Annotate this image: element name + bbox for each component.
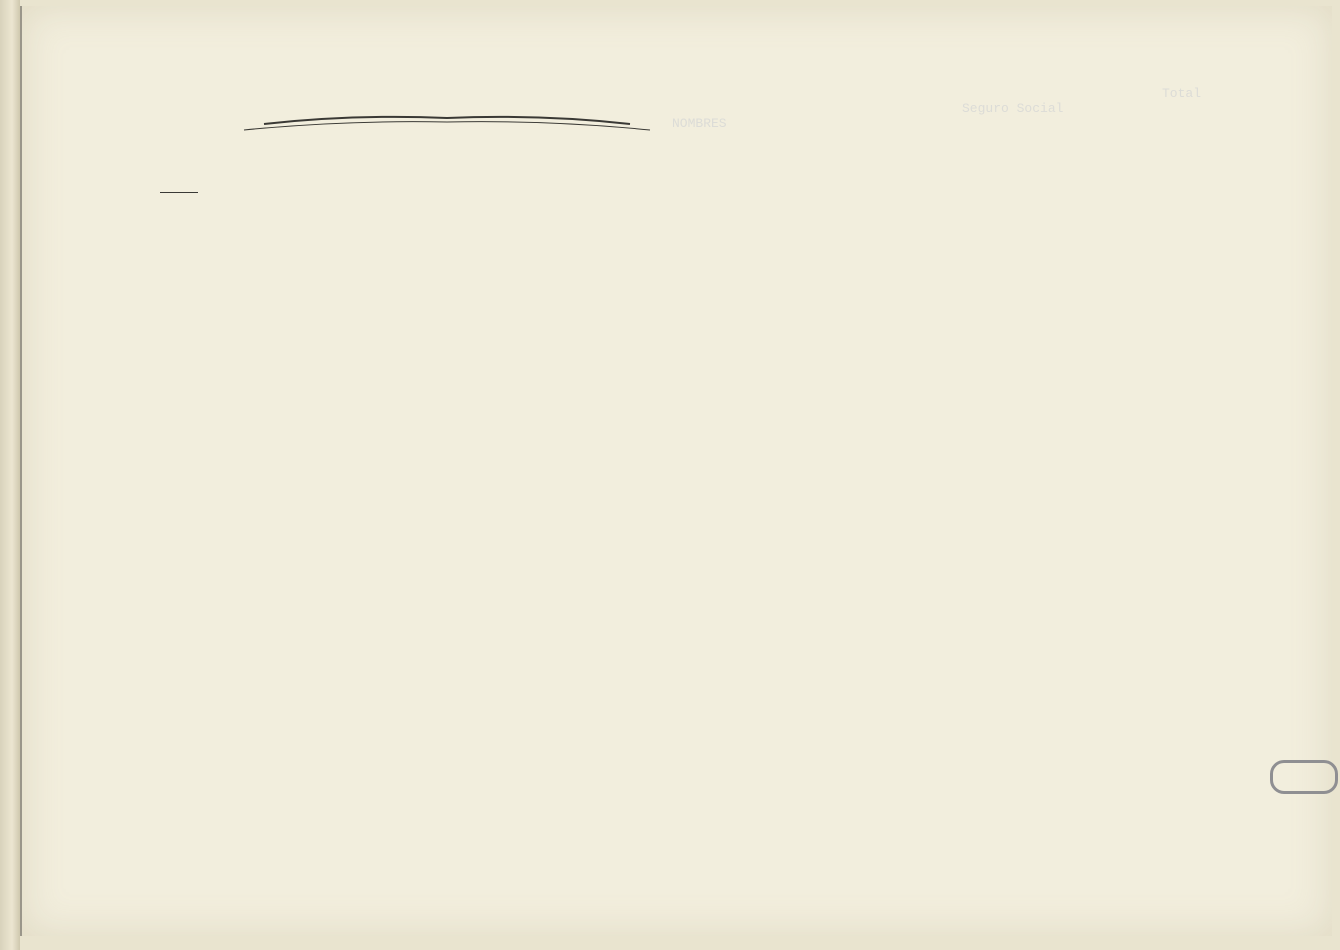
book-binding (0, 0, 20, 950)
header-flourish (234, 110, 660, 132)
ledger-page: NOMBRES Seguro Social Total (20, 6, 1332, 936)
paper-clip-icon (1270, 760, 1338, 794)
